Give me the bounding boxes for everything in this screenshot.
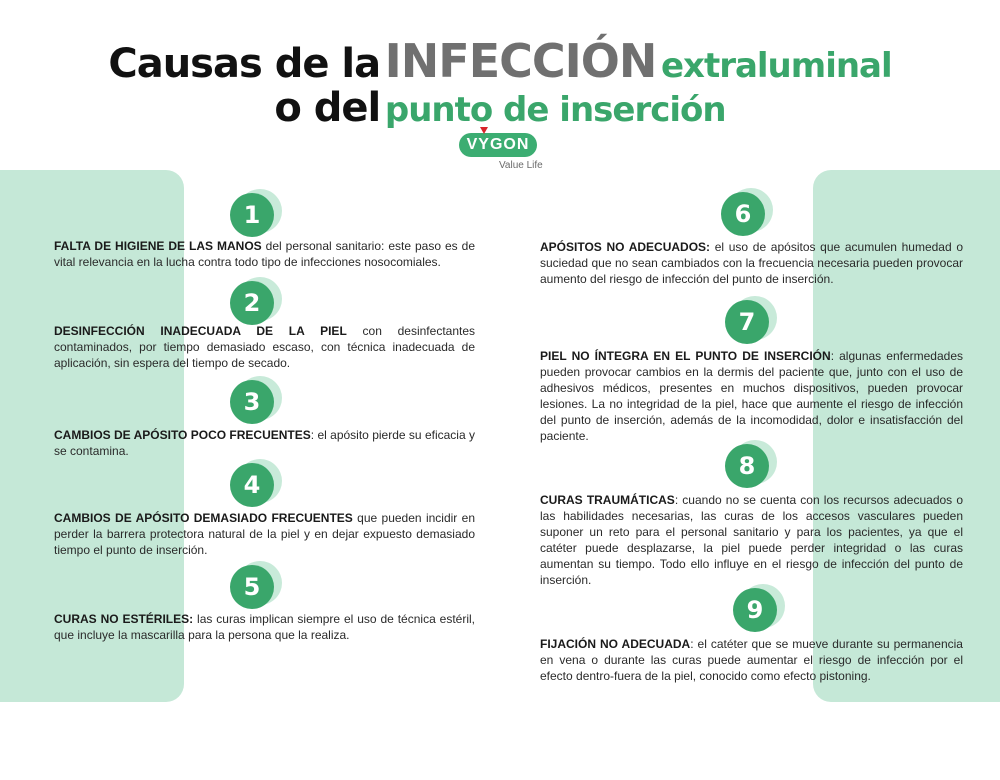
cause-item-3 (54, 427, 475, 459)
page-title-line2 (0, 85, 1000, 131)
badge-number: 8 (725, 444, 769, 488)
cause-text: : el apósito pierde su eficacia y se contamina. (54, 428, 475, 458)
cause-heading: DESINFECCIÓN INADECUADA DE LA PIEL (54, 324, 347, 338)
badge-number: 9 (733, 588, 777, 632)
cause-heading: APÓSITOS NO ADECUADOS: (540, 240, 711, 254)
badge-number: 4 (230, 463, 274, 507)
number-badge-3 (230, 380, 280, 430)
cause-item-1 (54, 238, 475, 270)
cause-item-6 (540, 239, 963, 287)
logo-red-triangle-icon (480, 127, 488, 134)
number-badge-1 (230, 193, 280, 243)
badge-number: 1 (230, 193, 274, 237)
title-part-causas: Causas de la (108, 41, 381, 87)
badge-number: 2 (230, 281, 274, 325)
title-part-extraluminal: extraluminal (660, 46, 892, 86)
cause-text: las curas implican siempre el uso de técnica estéril, que incluye la mascarilla para la persona que la realiza. (54, 612, 475, 642)
cause-item-2 (54, 323, 475, 371)
cause-text: el uso de apósitos que acumulen humedad o suciedad que no sean cambiados con la frecuencia necesaria pueden provocar aumento del riesgo de infección del punto de inserción. (540, 240, 963, 286)
cause-heading: FALTA DE HIGIENE DE LAS MANOS (54, 239, 262, 253)
number-badge-9 (733, 588, 783, 638)
number-badge-8 (725, 444, 775, 494)
vygon-logo: VYGON (459, 133, 537, 157)
cause-heading: CAMBIOS DE APÓSITO DEMASIADO FRECUENTES (54, 511, 353, 525)
title-part-o-del: o del (274, 85, 381, 131)
logo-tagline: Value Life (499, 160, 543, 171)
cause-item-8 (540, 492, 963, 588)
cause-text: que pueden incidir en perder la barrera protectora natural de la piel y en dejar expuesto demasiado tiempo el punto de inserción. (54, 511, 475, 557)
badge-number: 5 (230, 565, 274, 609)
title-part-punto: punto de inserción (384, 90, 726, 130)
page-title-line1 (0, 34, 1000, 88)
cause-text: : algunas enfermedades pueden provocar cambios en la dermis del paciente que, junto con el uso de adhesivos médicos, presentes en muchos dispositivos, pueden provocar lesiones. La no integridad de la piel, hace que aumente el riesgo de infección del punto de inserción, además de la incomodidad, dolor e insatisfacción del paciente. (540, 349, 963, 443)
badge-number: 7 (725, 300, 769, 344)
cause-text: con desinfectantes contaminados, por tiempo demasiado escaso, con técnica inadecuada de aplicación, sin espera del tiempo de secado. (54, 324, 476, 370)
cause-heading: CURAS TRAUMÁTICAS (540, 493, 675, 507)
title-part-infeccion: INFECCIÓN (384, 34, 657, 88)
cause-item-4 (54, 510, 475, 558)
number-badge-7 (725, 300, 775, 350)
cause-heading: FIJACIÓN NO ADECUADA (540, 637, 691, 651)
cause-text: : cuando no se cuenta con los recursos adecuados o las habilidades necesarias, las curas de los accesos vasculares pueden suponer un reto para el personal sanitario y para los pacientes, ya que el catéter puede desplazarse, la piel puede perder integridad o las curas aumentan su tiempo. Todo ello influye en el riesgo de infección del punto de inserción. (540, 493, 963, 587)
cause-heading: PIEL NO ÍNTEGRA EN EL PUNTO DE INSERCIÓN (540, 349, 831, 363)
cause-item-9 (540, 636, 963, 684)
number-badge-6 (721, 192, 771, 242)
cause-heading: CAMBIOS DE APÓSITO POCO FRECUENTES (54, 428, 311, 442)
badge-number: 6 (721, 192, 765, 236)
cause-text: : el catéter que se mueve durante su permanencia en vena o durante las curas puede aumentar el riesgo de infección por el efecto dentro-fuera de la piel, conocido como efecto pistoning. (540, 637, 963, 683)
number-badge-4 (230, 463, 280, 513)
badge-number: 3 (230, 380, 274, 424)
cause-heading: CURAS NO ESTÉRILES: (54, 612, 194, 626)
number-badge-5 (230, 565, 280, 615)
cause-text: del personal sanitario: este paso es de vital relevancia en la lucha contra todo tipo de infecciones nosocomiales. (54, 239, 475, 269)
cause-item-7 (540, 348, 963, 444)
cause-item-5 (54, 611, 475, 643)
